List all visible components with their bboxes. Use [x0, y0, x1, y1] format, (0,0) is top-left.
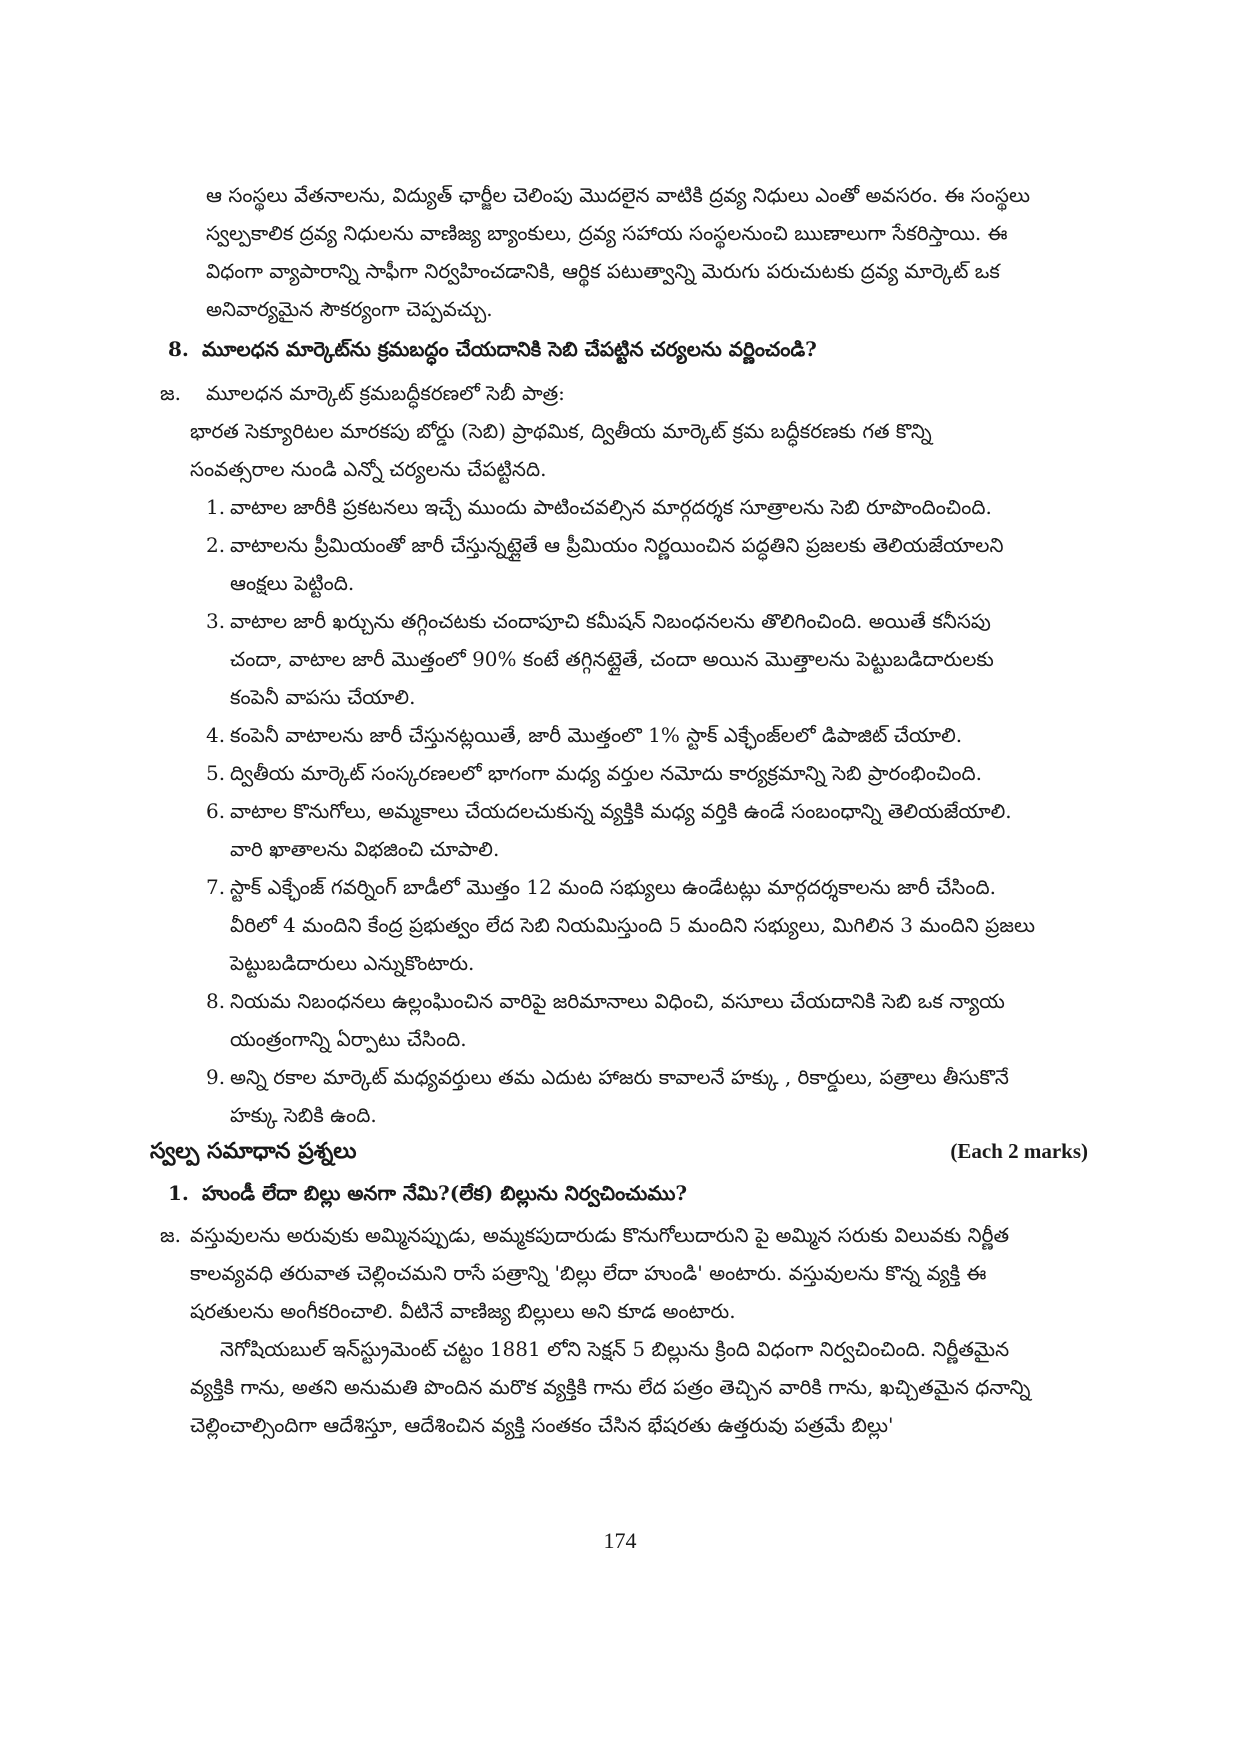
list-item-line: ఆంక్షలు పెట్టింది.: [230, 571, 355, 595]
intro-line: ఆ సంస్థలు వేతనాలను, విద్యుత్ ఛార్జీల చెలింపు మొదలైన వాటికి ద్రవ్య నిధులు ఎంతో అవసరం. ఈ సంస్థలు: [206, 183, 1031, 207]
list-item-line: పెట్టుబడిదారులు ఎన్నుకొంటారు.: [230, 951, 475, 975]
list-item-line: అన్ని రకాల మార్కెట్ మధ్యవర్తులు తమ ఎదుట హాజరు కావాలనే హక్కు , రికార్డులు, పత్రాలు తీసుకొనే: [230, 1065, 1009, 1089]
list-item-line: ద్వితీయ మార్కెట్ సంస్కరణలలో భాగంగా మధ్య వర్తుల నమోదు కార్యక్రమాన్ని సెబి ప్రారంభించింది.: [230, 761, 983, 785]
list-item-number: 9.: [206, 1065, 226, 1089]
list-item-line: స్టాక్ ఎక్ఛేంజ్ గవర్నింగ్ బాడీలో మొత్తం 12 మంది సభ్యులు ఉండేటట్లు మార్గదర్శకాలను జారీ చేసింది.: [230, 875, 996, 899]
list-item-line: నియమ నిబంధనలు ఉల్లంఘించిన వారిపై జరిమానాలు విధించి, వసూలు చేయదానికి సెబి ఒక న్యాయ: [230, 989, 1005, 1013]
list-item-text: [230, 792, 1086, 868]
answer-line: వస్తువులను అరువుకు అమ్మినప్పుడు, అమ్మకపుదారుడు కొనుగోలుదారుని పై అమ్మిన సరుకు విలువకు నిర్ణీత: [190, 1223, 1010, 1247]
question-text: హుండీ లేదా బిల్లు అనగా నేమి?(లేక) బిల్లును నిర్వచించుము?: [202, 1181, 688, 1205]
answer-1-paragraph-2: [190, 1330, 1090, 1444]
list-item-line: వీరిలో 4 మందిని కేంద్ర ప్రభుత్వం లేద సెబి నియమిస్తుంది 5 మందిని సభ్యులు, మిగిలిన 3 మందిని ప్రజలు: [230, 913, 1036, 937]
intro-line: స్వల్పకాలిక ద్రవ్య నిధులను వాణిజ్య బ్యాంకులు, ద్రవ్య సహాయ సంస్థలనుంచి ఋణాలుగా సేకరిస్తాయి. ఈ: [206, 221, 1008, 245]
answer-marker: జ.: [160, 1223, 181, 1247]
question-text: మూలధన మార్కెట్‌ను క్రమబద్ధం చేయదానికి సెబి చేపట్టిన చర్యలను వర్ణించండి?: [202, 337, 817, 361]
list-item-number: 3.: [206, 609, 226, 633]
list-item-text: [230, 754, 1086, 792]
list-item-text: [230, 868, 1086, 982]
list-item-text: [230, 982, 1086, 1058]
question-8: [168, 330, 817, 368]
list-item-line: చందా, వాటాల జారీ మొత్తంలో 90% కంటే తగ్గినట్లైతే, చందా అయిన మొత్తాలను పెట్టుబడిదారులకు: [230, 647, 994, 671]
list-item-line: వాటాల జారీ ఖర్చును తగ్గించటకు చందాపూచి కమీషన్ నిబంధనలను తొలిగించింది. అయితే కనీసపు: [230, 609, 991, 633]
answer-line: నెగోషియబుల్ ఇన్‌స్ట్రుమెంట్ చట్టం 1881 లోని సెక్షన్ 5 బిల్లును క్రింది విధంగా నిర్వచించింది. నిర్ణీతమైన: [220, 1337, 1010, 1361]
answer-intro-line: సంవత్సరాల నుండి ఎన్నో చర్యలను చేపట్టినది.: [190, 457, 547, 481]
list-item-line: వాటాల జారీకి ప్రకటనలు ఇచ్చే ముందు పాటించవల్సిన మార్గదర్శక సూత్రాలను సెబి రూపొందించింది.: [230, 495, 992, 519]
answer-8-intro: [190, 412, 1090, 488]
answer-heading: మూలధన మార్కెట్ క్రమబద్ధీకరణలో సెబీ పాత్ర:: [206, 381, 565, 405]
list-item-number: 2.: [206, 533, 226, 557]
intro-line: విధంగా వ్యాపారాన్ని సాఫీగా నిర్వహించడానికి, ఆర్థిక పటుత్వాన్ని మెరుగు పరుచుటకు ద్రవ్య మార్కెట్ ఒక: [206, 259, 1000, 283]
list-item-number: 5.: [206, 761, 226, 785]
answer-8-heading: [206, 374, 1086, 412]
question-number: 8.: [168, 337, 189, 361]
list-item-text: [230, 526, 1086, 602]
list-item-number: 8.: [206, 989, 226, 1013]
list-item-text: [230, 602, 1086, 716]
page-number: 174: [603, 1528, 637, 1553]
list-item-line: వాటాలను ప్రీమియంతో జారీ చేస్తున్నట్లైతే ఆ ప్రీమియం నిర్ణయించిన పద్ధతిని ప్రజలకు తెలియజేయాలని: [230, 533, 1004, 557]
list-item-number: 1.: [206, 495, 226, 519]
section-title: స్వల్ప సమాధాన ప్రశ్నలు: [150, 1138, 357, 1164]
answer-line: కాలవ్యవధి తరువాత చెల్లించమని రాసే పత్రాన్ని 'బిల్లు లేదా హుండి' అంటారు. వస్తువులను కొన్న వ్యక్తి ఈ: [190, 1261, 987, 1285]
answer-line: షరతులను అంగీకరించాలి. వీటినే వాణిజ్య బిల్లులు అని కూడ అంటారు.: [190, 1299, 736, 1323]
answer-1-paragraph-1: [190, 1216, 1090, 1330]
list-item-text: [230, 716, 1086, 754]
answer-marker: జ.: [160, 381, 181, 405]
question-1: [168, 1174, 687, 1212]
list-item-line: హక్కు సెబికి ఉంది.: [230, 1103, 377, 1127]
marks-label: (Each 2 marks): [950, 1139, 1088, 1163]
answer-intro-line: భారత సెక్యూరిటల మారకపు బోర్డు (సెబి) ప్రాథమిక, ద్వితీయ మార్కెట్ క్రమ బద్ధీకరణకు గత కొన్ని: [190, 419, 932, 443]
list-item-line: యంత్రంగాన్ని ఏర్పాటు చేసింది.: [230, 1027, 467, 1051]
list-item-text: [230, 488, 1086, 526]
list-item-number: 7.: [206, 875, 226, 899]
answer-line: వ్యక్తికి గాను, అతని అనుమతి పొందిన మరొక వ్యక్తికి గాను లేద పత్రం తెచ్చిన వారికి గాను, ఖచ్చితమైన ధనాన్ని: [190, 1375, 1031, 1399]
list-item-line: వాటాల కొనుగోలు, అమ్మకాలు చేయదలచుకున్న వ్యక్తికి మధ్య వర్తికి ఉండే సంబంధాన్ని తెలియజేయాలి.: [230, 799, 1012, 823]
list-item-line: కంపెనీ వాపసు చేయాలి.: [230, 685, 416, 709]
list-item-number: 4.: [206, 723, 226, 747]
list-item-line: వారి ఖాతాలను విభజించి చూపాలి.: [230, 837, 500, 861]
list-item-number: 6.: [206, 799, 226, 823]
answer-line: చెల్లించాల్సిందిగా ఆదేశిస్తూ, ఆదేశించిన వ్యక్తి సంతకం చేసిన భేషరతు ఉత్తరువు పత్రమే బిల్లు': [190, 1413, 894, 1437]
intro-paragraph: [206, 176, 1086, 328]
question-number: 1.: [168, 1181, 189, 1205]
list-item-text: [230, 1058, 1086, 1134]
list-item-line: కంపెనీ వాటాలను జారీ చేస్తునట్లయితే, జారీ మొత్తంలొ 1% స్టాక్ ఎక్ఛేంజ్‌లలో డిపాజిట్ చేయాలి.: [230, 723, 963, 747]
intro-line: అనివార్యమైన సౌకర్యంగా చెప్పవచ్చు.: [206, 297, 493, 321]
